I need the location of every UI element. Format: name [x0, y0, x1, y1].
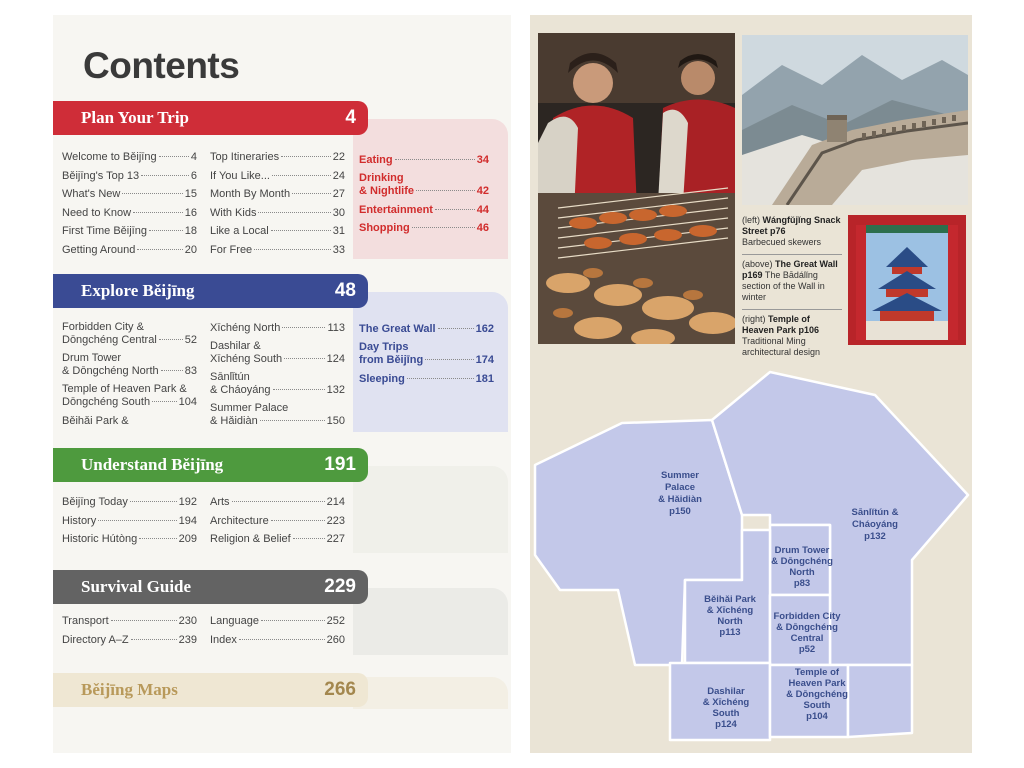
caption-title: Temple of Heaven Park p106	[742, 314, 820, 335]
toc-entry-title: Top Itineraries	[210, 151, 280, 163]
toc-entry-page: 113	[327, 322, 345, 334]
toc-entry-title-line2: & Cháoyáng	[210, 383, 271, 396]
toc-entry-title: Architecture	[210, 514, 269, 527]
svg-text:Summer: Summer	[660, 470, 700, 481]
section-beijing-maps	[53, 673, 508, 709]
section-background	[353, 466, 508, 553]
toc-entry-title: Drum Tower	[62, 352, 122, 364]
toc-entry-page: 15	[184, 188, 197, 200]
toc-entry-page: 230	[178, 615, 197, 627]
toc-entry[interactable]	[210, 493, 345, 512]
caption-description: Barbecued skewers	[742, 237, 822, 247]
toc-entry-page: 30	[332, 206, 345, 219]
toc-entry[interactable]	[62, 530, 197, 549]
toc-entry-title: Need to Know	[62, 206, 132, 219]
svg-text:North: North	[717, 616, 743, 627]
caption-position: (right)	[742, 314, 766, 324]
section-page-number: 48	[334, 280, 356, 301]
photo-temple-of-heaven	[848, 215, 966, 345]
toc-entry-page: 83	[184, 365, 197, 377]
toc-entry[interactable]	[210, 512, 345, 531]
toc-entry-title: With Kids	[210, 206, 257, 219]
svg-text:p124: p124	[715, 719, 737, 730]
svg-text:South: South	[712, 708, 740, 719]
toc-entry-page: 46	[476, 222, 489, 234]
toc-entry-page: 16	[184, 206, 197, 219]
toc-entry[interactable]	[62, 512, 197, 531]
svg-text:& Xīchéng: & Xīchéng	[702, 697, 750, 708]
toc-entry-page: 6	[190, 169, 197, 182]
toc-entry-title: Language	[210, 615, 259, 627]
toc-entry-page: 34	[476, 154, 489, 166]
map-region-chaoyang-south[interactable]	[848, 665, 912, 737]
svg-text:Palace: Palace	[664, 482, 696, 493]
snack-street-illustration	[538, 33, 735, 344]
section-explore-beijing	[53, 274, 508, 432]
section-title: Survival Guide	[81, 577, 192, 596]
svg-text:p150: p150	[669, 506, 691, 517]
toc-entry-title: Dashilar &	[210, 339, 261, 352]
toc-entry[interactable]	[62, 222, 197, 241]
toc-column-middle	[210, 612, 345, 649]
photos-and-map-page	[530, 15, 972, 753]
toc-entry-title: Transport	[62, 615, 109, 627]
svg-text:p113: p113	[719, 627, 741, 638]
toc-entry-page: 18	[184, 225, 197, 237]
toc-entry[interactable]	[210, 222, 345, 241]
section-page-number: 191	[324, 454, 356, 475]
toc-entry[interactable]	[62, 167, 197, 186]
svg-text:& Dōngchéng: & Dōngchéng	[786, 689, 848, 700]
toc-entry-title: Welcome to Běijīng	[62, 151, 157, 163]
toc-entry[interactable]	[359, 370, 494, 389]
toc-entry-page: 239	[178, 633, 197, 646]
svg-text:& Dōngchéng: & Dōngchéng	[776, 622, 838, 633]
toc-entry-page: 20	[184, 243, 197, 256]
toc-entry[interactable]	[62, 350, 197, 381]
toc-entry[interactable]	[210, 369, 345, 400]
toc-entry-title: Běijīng's Top 13	[62, 169, 140, 182]
toc-column-left	[62, 148, 197, 259]
toc-entry-title: First Time Běijīng	[62, 225, 147, 237]
svg-text:& Dōngchéng: & Dōngchéng	[771, 556, 833, 567]
toc-column-middle	[210, 319, 345, 431]
section-title: Understand Běijīng	[81, 455, 224, 474]
svg-text:Dashilar: Dashilar	[707, 686, 745, 697]
caption-great-wall	[742, 259, 842, 303]
toc-column-left	[62, 493, 197, 549]
svg-text:& Xīchéng: & Xīchéng	[706, 605, 754, 616]
toc-entry-page: 24	[332, 169, 345, 182]
section-header-bar[interactable]	[53, 101, 368, 135]
toc-column-middle	[210, 148, 345, 259]
caption-snack-street	[742, 215, 842, 248]
toc-entry-page: 209	[178, 533, 197, 545]
toc-entry-title-line2: & Hǎidiàn	[210, 414, 258, 427]
toc-entry-title-line2: & Dōngchéng North	[62, 365, 159, 377]
toc-entry-page: 223	[326, 514, 345, 527]
svg-text:p52: p52	[798, 644, 816, 655]
toc-entry-title-line2: Xīchéng South	[210, 352, 283, 365]
svg-text:p132: p132	[864, 531, 886, 542]
toc-entry-title: Forbidden City &	[62, 321, 144, 333]
section-header-bar[interactable]	[53, 673, 368, 707]
svg-text:Heaven Park: Heaven Park	[788, 678, 846, 689]
svg-text:p104: p104	[806, 711, 828, 722]
toc-entry-title: Month By Month	[210, 188, 291, 200]
toc-entry-page: 194	[178, 514, 197, 527]
toc-entry-page: 181	[475, 372, 494, 385]
toc-column-middle	[210, 493, 345, 549]
toc-entry-page: 150	[326, 414, 345, 427]
photo-great-wall	[742, 35, 968, 205]
toc-entry-title: Sleeping	[359, 372, 405, 385]
toc-entry[interactable]	[210, 530, 345, 549]
toc-entry[interactable]	[62, 381, 197, 412]
svg-text:Drum Tower: Drum Tower	[774, 545, 830, 556]
toc-entry-title: Eating	[359, 154, 393, 166]
toc-entry[interactable]	[62, 319, 197, 350]
section-page-number: 229	[324, 576, 356, 597]
toc-entry-title: If You Like...	[210, 169, 270, 182]
toc-entry[interactable]	[359, 320, 494, 339]
toc-entry-page: 44	[476, 203, 489, 216]
toc-entry[interactable]	[62, 612, 197, 631]
section-title: Explore Běijīng	[81, 281, 195, 300]
toc-entry-title: Directory A–Z	[62, 633, 129, 646]
toc-entry-title: Temple of Heaven Park &	[62, 383, 187, 395]
toc-entry-title: History	[62, 514, 97, 527]
section-survival-guide	[53, 570, 508, 655]
toc-entry[interactable]	[210, 167, 345, 186]
toc-entry-title: Getting Around	[62, 243, 136, 256]
caption-description: The Bādálǐng section of the Wall in winter	[742, 270, 825, 302]
toc-entry[interactable]	[210, 612, 345, 631]
section-title: Plan Your Trip	[81, 108, 190, 127]
district-map	[530, 365, 972, 753]
section-background	[353, 677, 508, 709]
toc-entry[interactable]	[62, 204, 197, 223]
toc-column-right	[359, 151, 489, 238]
toc-entry[interactable]	[359, 201, 489, 220]
toc-entry[interactable]	[62, 185, 197, 204]
great-wall-illustration	[742, 35, 968, 205]
svg-text:Temple of: Temple of	[794, 667, 840, 678]
toc-entry-title: Arts	[210, 496, 230, 508]
toc-entry-page: 27	[332, 188, 345, 200]
toc-entry[interactable]	[210, 631, 345, 650]
caption-position: (above)	[742, 259, 773, 269]
toc-entry-page: 42	[476, 184, 489, 197]
toc-entry[interactable]	[210, 319, 345, 338]
toc-entry[interactable]	[210, 204, 345, 223]
toc-entry[interactable]	[210, 241, 345, 260]
svg-text:Sānlǐtún &: Sānlǐtún &	[851, 507, 899, 518]
toc-entry-title: Summer Palace	[210, 401, 289, 414]
toc-entry-title: Běijīng Today	[62, 496, 128, 508]
toc-entry-page: 192	[178, 496, 197, 508]
section-understand-beijing	[53, 448, 508, 553]
caption-position: (left)	[742, 215, 760, 225]
toc-entry[interactable]	[210, 148, 345, 167]
toc-entry[interactable]	[62, 493, 197, 512]
toc-entry-title: Sānlǐtún	[210, 370, 250, 383]
toc-entry[interactable]	[62, 631, 197, 650]
toc-entry-page: 22	[332, 151, 345, 163]
toc-entry[interactable]	[359, 151, 489, 170]
svg-text:& Hǎidiàn: & Hǎidiàn	[658, 494, 702, 505]
toc-entry-page: 227	[326, 533, 345, 545]
toc-entry-title: Religion & Belief	[210, 533, 291, 545]
svg-text:South: South	[803, 700, 831, 711]
svg-text:Cháoyáng: Cháoyáng	[852, 519, 898, 530]
toc-entry-page: 4	[190, 151, 197, 163]
section-page-number: 4	[345, 107, 356, 128]
caption-temple-of-heaven	[742, 314, 842, 358]
caption-description: Traditional Ming architectural design	[742, 336, 821, 357]
page-title: Contents	[83, 45, 240, 86]
toc-entry[interactable]	[359, 219, 489, 238]
toc-entry[interactable]	[62, 148, 197, 167]
toc-entry-page: 52	[184, 334, 197, 346]
toc-entry-page: 214	[326, 496, 345, 508]
section-header-bar[interactable]	[53, 448, 368, 482]
svg-text:Běihǎi Park: Běihǎi Park	[704, 594, 756, 605]
toc-entry-page: 132	[326, 383, 345, 396]
toc-entry-title: Běihǎi Park &	[62, 415, 129, 427]
toc-entry[interactable]	[62, 241, 197, 260]
toc-entry-title: For Free	[210, 243, 253, 256]
toc-entry-title-line2: & Nightlife	[359, 184, 414, 197]
toc-column-right	[359, 320, 494, 388]
toc-column-left	[62, 612, 197, 649]
toc-entry[interactable]	[359, 170, 489, 201]
section-header-bar[interactable]	[53, 570, 368, 604]
temple-illustration	[848, 215, 966, 345]
toc-entry-page: 33	[332, 243, 345, 256]
toc-entry-title: Drinking	[359, 171, 404, 184]
contents-page	[53, 15, 511, 753]
section-plan-your-trip	[53, 101, 508, 259]
toc-entry-page: 124	[326, 352, 345, 365]
photo-snack-street	[538, 33, 735, 344]
toc-entry-title: Shopping	[359, 222, 410, 234]
photo-captions	[742, 215, 842, 364]
toc-entry-title: Index	[210, 633, 237, 646]
toc-entry[interactable]	[210, 400, 345, 431]
svg-text:North: North	[789, 567, 815, 578]
section-page-number: 266	[324, 679, 356, 700]
toc-entry-title: Day Trips	[359, 340, 409, 353]
caption-title: Wángfǔjǐng Snack Street p76	[742, 215, 841, 236]
svg-text:Central: Central	[790, 633, 824, 644]
toc-entry[interactable]	[210, 338, 345, 369]
toc-entry-page: 174	[475, 353, 494, 366]
section-title: Běijīng Maps	[81, 680, 178, 699]
toc-entry-title-line2: Dōngchéng Central	[62, 334, 157, 346]
caption-title: The Great Wall p169	[742, 259, 838, 280]
toc-entry-page: 31	[332, 225, 345, 237]
toc-entry-title-line2: from Běijīng	[359, 353, 424, 366]
toc-entry-title: Like a Local	[210, 225, 269, 237]
section-header-bar[interactable]	[53, 274, 368, 308]
toc-entry[interactable]	[359, 339, 494, 370]
section-background	[353, 588, 508, 655]
toc-entry-title-line2: Dōngchéng South	[62, 396, 151, 408]
toc-entry[interactable]	[210, 185, 345, 204]
toc-entry-title: Xīchéng North	[210, 322, 281, 334]
toc-entry-page: 104	[178, 396, 197, 408]
svg-text:Forbidden City: Forbidden City	[773, 611, 841, 622]
toc-column-left	[62, 319, 197, 431]
toc-entry-page: 260	[326, 633, 345, 646]
toc-entry-page: 162	[475, 323, 494, 335]
toc-entry[interactable]	[62, 412, 197, 431]
toc-entry-title: Entertainment	[359, 203, 433, 216]
toc-entry-title: What's New	[62, 188, 121, 200]
svg-text:p83: p83	[793, 578, 811, 589]
toc-entry-page: 252	[326, 615, 345, 627]
toc-entry-title: Historic Hútòng	[62, 533, 138, 545]
toc-entry-title: The Great Wall	[359, 323, 436, 335]
